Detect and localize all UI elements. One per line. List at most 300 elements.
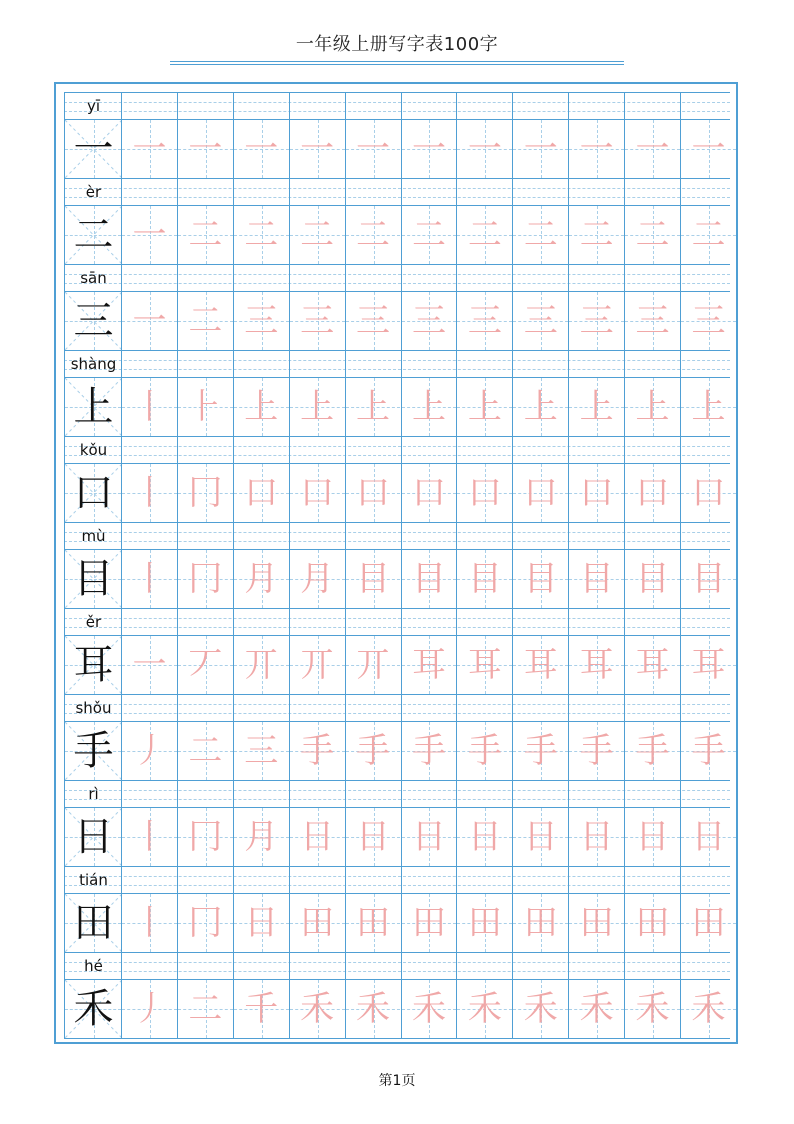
stroke-order-step: 一 [411,129,446,169]
tracing-cell [568,980,624,1038]
tracing-cell [177,292,233,350]
pinyin-practice-cell [233,437,289,464]
tracing-cell [624,292,680,350]
pinyin-practice-cell [233,265,289,292]
pinyin-cell [64,695,121,722]
pinyin-practice-cell [345,781,401,808]
stroke-order-step: 上 [244,387,279,427]
stroke-order-step: 一 [356,129,391,169]
stroke-order-step: 口 [691,473,726,513]
character-strip [64,807,730,866]
pinyin-practice-cell [512,265,568,292]
stroke-order-step: 丿 [132,989,167,1029]
pinyin-practice-cell [624,179,680,206]
stroke-order-step: 禾 [300,989,335,1029]
pinyin-practice-cell [568,953,624,980]
pinyin-practice-cell [401,437,457,464]
tracing-cell [233,120,289,178]
stroke-order-step: 手 [523,731,558,771]
tracing-cell [345,808,401,866]
tracing-cell [680,550,736,608]
pinyin-practice-cell [121,93,177,120]
pinyin-practice-cell [512,523,568,550]
pinyin-practice-cell [456,523,512,550]
tracing-cell [233,722,289,780]
pinyin-practice-cell [121,867,177,894]
pinyin-strip [64,436,730,463]
model-character: 口 [73,470,114,516]
pinyin-practice-cell [401,179,457,206]
pinyin-label: shǒu [75,699,112,717]
tracing-cell [401,206,457,264]
stroke-order-step: 耳 [411,645,446,685]
stroke-order-step: 目 [579,559,614,599]
tracing-cell [121,722,177,780]
tracing-cell [233,378,289,436]
tracing-cell [289,206,345,264]
tracing-cell [233,980,289,1038]
pinyin-practice-cell [289,93,345,120]
model-character: 手 [73,728,114,774]
stroke-order-step: 耳 [579,645,614,685]
pinyin-practice-cell [680,953,736,980]
stroke-order-step: 三 [467,301,502,341]
tracing-cell [568,378,624,436]
page-title: 一年级上册写字表100字 [295,34,499,55]
pinyin-practice-cell [512,695,568,722]
tracing-cell [345,550,401,608]
tracing-cell [289,120,345,178]
stroke-order-step: 丨 [132,473,167,513]
stroke-order-step: 日 [244,903,279,943]
stroke-order-step: ⺊ [188,387,223,427]
pinyin-practice-cell [345,179,401,206]
character-strip [64,635,730,694]
stroke-order-step: 田 [635,903,670,943]
stroke-order-step: 手 [635,731,670,771]
pinyin-practice-cell [289,437,345,464]
tracing-cell [512,550,568,608]
character-row [64,780,730,866]
stroke-order-step: 一 [523,129,558,169]
character-row [64,92,730,178]
stroke-order-step: 田 [300,903,335,943]
model-character-cell [64,206,121,264]
stroke-order-step: 二 [188,215,223,255]
stroke-order-step: 口 [300,473,335,513]
pinyin-practice-cell [121,609,177,636]
pinyin-practice-cell [568,351,624,378]
pinyin-practice-cell [456,351,512,378]
tracing-cell [568,550,624,608]
character-row [64,178,730,264]
stroke-order-step: 一 [467,129,502,169]
model-character-cell [64,378,121,436]
tracing-cell [289,550,345,608]
pinyin-practice-cell [512,437,568,464]
tracing-cell [680,292,736,350]
tracing-cell [568,464,624,522]
pinyin-strip [64,952,730,979]
model-character-cell [64,550,121,608]
tracing-cell [121,464,177,522]
pinyin-practice-cell [680,867,736,894]
stroke-order-step: 禾 [691,989,726,1029]
stroke-order-step: 口 [523,473,558,513]
grid-bottom-border [64,1038,730,1039]
tracing-cell [456,722,512,780]
stroke-order-step: 二 [579,215,614,255]
pinyin-practice-cell [121,695,177,722]
tracing-cell [680,636,736,694]
stroke-order-step: 丨 [132,559,167,599]
pinyin-label: shàng [70,355,117,373]
stroke-order-step: 冂 [188,817,223,857]
stroke-order-step: 上 [691,387,726,427]
model-character: 上 [73,384,114,430]
pinyin-cell [64,781,121,808]
model-character: 一 [73,126,114,172]
pinyin-practice-cell [624,695,680,722]
stroke-order-step: 口 [579,473,614,513]
pinyin-practice-cell [568,437,624,464]
stroke-order-step: 日 [300,817,335,857]
tracing-cell [512,292,568,350]
tracing-cell [177,464,233,522]
stroke-order-step: 三 [244,731,279,771]
pinyin-practice-cell [121,179,177,206]
character-strip [64,721,730,780]
stroke-order-step: 二 [356,215,391,255]
pinyin-practice-cell [624,609,680,636]
pinyin-practice-cell [456,265,512,292]
tracing-cell [624,636,680,694]
pinyin-practice-cell [624,781,680,808]
tracing-cell [680,894,736,952]
pinyin-label: èr [85,183,102,201]
tracing-cell [345,120,401,178]
stroke-order-step: 二 [244,215,279,255]
tracing-cell [456,292,512,350]
pinyin-strip [64,522,730,549]
pinyin-practice-cell [568,93,624,120]
pinyin-practice-cell [177,781,233,808]
pinyin-practice-cell [233,523,289,550]
tracing-cell [121,378,177,436]
pinyin-cell [64,609,121,636]
tracing-cell [289,980,345,1038]
pinyin-practice-cell [624,523,680,550]
stroke-order-step: 冂 [188,473,223,513]
pinyin-practice-cell [401,265,457,292]
pinyin-practice-cell [512,609,568,636]
stroke-order-step: 一 [579,129,614,169]
stroke-order-step: 二 [188,731,223,771]
stroke-order-step: 丌 [300,645,335,685]
stroke-order-step: 日 [467,817,502,857]
pinyin-strip [64,780,730,807]
pinyin-practice-cell [624,953,680,980]
pinyin-practice-cell [568,781,624,808]
tracing-cell [401,980,457,1038]
stroke-order-step: 月 [300,559,335,599]
stroke-order-step: 禾 [579,989,614,1029]
pinyin-practice-cell [456,953,512,980]
tracing-cell [456,464,512,522]
pinyin-practice-cell [233,695,289,722]
tracing-cell [289,464,345,522]
tracing-cell [177,980,233,1038]
pinyin-practice-cell [345,953,401,980]
stroke-order-step: 耳 [523,645,558,685]
stroke-order-step: 耳 [635,645,670,685]
stroke-order-step: 三 [579,301,614,341]
tracing-cell [401,120,457,178]
pinyin-practice-cell [345,609,401,636]
pinyin-practice-cell [233,953,289,980]
tracing-cell [233,808,289,866]
tracing-cell [401,722,457,780]
pinyin-practice-cell [624,265,680,292]
tracing-cell [512,980,568,1038]
pinyin-practice-cell [624,437,680,464]
pinyin-practice-cell [121,351,177,378]
character-row [64,866,730,952]
pinyin-strip [64,694,730,721]
character-row [64,694,730,780]
pinyin-practice-cell [680,437,736,464]
tracing-cell [233,550,289,608]
model-character: 三 [73,298,114,344]
stroke-order-step: 禾 [356,989,391,1029]
tracing-cell [624,722,680,780]
stroke-order-step: 一 [244,129,279,169]
tracing-cell [121,894,177,952]
pinyin-strip [64,608,730,635]
pinyin-practice-cell [289,867,345,894]
pinyin-strip [64,178,730,205]
stroke-order-step: 口 [244,473,279,513]
pinyin-practice-cell [177,953,233,980]
tracing-cell [512,808,568,866]
pinyin-practice-cell [289,351,345,378]
stroke-order-step: 三 [691,301,726,341]
pinyin-practice-cell [289,695,345,722]
model-character: 耳 [73,642,114,688]
tracing-cell [233,636,289,694]
tracing-cell [624,894,680,952]
pinyin-cell [64,437,121,464]
tracing-cell [456,120,512,178]
model-character-cell [64,980,121,1038]
stroke-order-step: 田 [356,903,391,943]
stroke-order-step: 一 [132,215,167,255]
stroke-order-step: 一 [132,301,167,341]
stroke-order-step: 田 [411,903,446,943]
tracing-cell [177,206,233,264]
character-strip [64,893,730,952]
pinyin-practice-cell [680,695,736,722]
tracing-cell [121,980,177,1038]
pinyin-practice-cell [456,437,512,464]
tracing-cell [456,894,512,952]
tracing-cell [345,980,401,1038]
character-strip [64,119,730,178]
tracing-cell [568,292,624,350]
character-row [64,264,730,350]
pinyin-label: mù [81,527,106,545]
model-character: 目 [73,556,114,602]
tracing-cell [456,980,512,1038]
tracing-cell [401,378,457,436]
tracing-cell [456,206,512,264]
pinyin-practice-cell [568,867,624,894]
pinyin-practice-cell [456,93,512,120]
stroke-order-step: 三 [523,301,558,341]
pinyin-practice-cell [401,953,457,980]
tracing-cell [680,722,736,780]
model-character-cell [64,120,121,178]
pinyin-practice-cell [177,93,233,120]
tracing-cell [233,464,289,522]
pinyin-cell [64,953,121,980]
pinyin-practice-cell [177,437,233,464]
pinyin-practice-cell [289,179,345,206]
pinyin-practice-cell [345,695,401,722]
pinyin-practice-cell [568,179,624,206]
stroke-order-step: 丌 [244,645,279,685]
stroke-order-step: 目 [691,559,726,599]
stroke-order-step: 日 [691,817,726,857]
stroke-order-step: 丨 [132,903,167,943]
tracing-cell [233,206,289,264]
stroke-order-step: 耳 [467,645,502,685]
model-character-cell [64,808,121,866]
tracing-cell [121,120,177,178]
stroke-order-step: 月 [244,559,279,599]
pinyin-practice-cell [233,351,289,378]
model-character: 田 [73,900,114,946]
pinyin-practice-cell [624,93,680,120]
stroke-order-step: 口 [467,473,502,513]
pinyin-practice-cell [177,867,233,894]
title-underline [170,61,624,62]
tracing-cell [512,464,568,522]
pinyin-cell [64,179,121,206]
model-character: 二 [73,212,114,258]
pinyin-practice-cell [512,953,568,980]
pinyin-practice-cell [289,523,345,550]
grid-right-border [736,92,737,1038]
stroke-order-step: 日 [411,817,446,857]
stroke-order-step: 日 [523,817,558,857]
pinyin-practice-cell [512,93,568,120]
tracing-cell [121,808,177,866]
stroke-order-step: 上 [467,387,502,427]
pinyin-label: tián [79,871,108,889]
pinyin-practice-cell [512,351,568,378]
tracing-cell [624,120,680,178]
pinyin-cell [64,351,121,378]
stroke-order-step: 日 [579,817,614,857]
tracing-cell [456,636,512,694]
tracing-cell [401,464,457,522]
pinyin-practice-cell [233,867,289,894]
pinyin-practice-cell [345,867,401,894]
character-row [64,350,730,436]
tracing-cell [401,808,457,866]
pinyin-label: rì [88,785,99,803]
pinyin-practice-cell [401,867,457,894]
tracing-cell [121,636,177,694]
tracing-cell [177,378,233,436]
character-row [64,436,730,522]
stroke-order-step: 三 [411,301,446,341]
pinyin-cell [64,867,121,894]
stroke-order-step: 三 [244,301,279,341]
stroke-order-step: 二 [300,215,335,255]
pinyin-practice-cell [121,953,177,980]
tracing-cell [401,550,457,608]
pinyin-practice-cell [345,351,401,378]
pinyin-cell [64,523,121,550]
stroke-order-step: 目 [356,559,391,599]
stroke-order-step: 口 [411,473,446,513]
tracing-cell [512,378,568,436]
tracing-cell [177,550,233,608]
stroke-order-step: 丨 [132,817,167,857]
tracing-cell [177,722,233,780]
pinyin-practice-cell [624,867,680,894]
pinyin-practice-cell [456,781,512,808]
pinyin-practice-cell [177,609,233,636]
stroke-order-step: 二 [411,215,446,255]
page-number: 第1页 [378,1073,416,1089]
tracing-cell [289,292,345,350]
tracing-cell [289,636,345,694]
pinyin-practice-cell [568,265,624,292]
pinyin-practice-cell [680,265,736,292]
tracing-cell [345,464,401,522]
pinyin-practice-cell [456,867,512,894]
pinyin-label: hé [84,957,103,975]
tracing-cell [289,722,345,780]
stroke-order-step: 三 [635,301,670,341]
pinyin-practice-cell [568,523,624,550]
stroke-order-step: 上 [635,387,670,427]
model-character-cell [64,636,121,694]
pinyin-practice-cell [345,265,401,292]
tracing-cell [568,894,624,952]
stroke-order-step: 禾 [467,989,502,1029]
pinyin-practice-cell [456,609,512,636]
stroke-order-step: 二 [523,215,558,255]
stroke-order-step: 禾 [411,989,446,1029]
tracing-cell [624,206,680,264]
tracing-cell [345,292,401,350]
character-strip [64,377,730,436]
tracing-cell [624,808,680,866]
character-strip [64,549,730,608]
writing-practice-sheet [54,82,738,1044]
pinyin-practice-cell [233,781,289,808]
pinyin-practice-cell [680,523,736,550]
tracing-cell [345,894,401,952]
stroke-order-step: 禾 [635,989,670,1029]
pinyin-practice-cell [680,351,736,378]
pinyin-practice-cell [680,179,736,206]
pinyin-practice-cell [401,523,457,550]
